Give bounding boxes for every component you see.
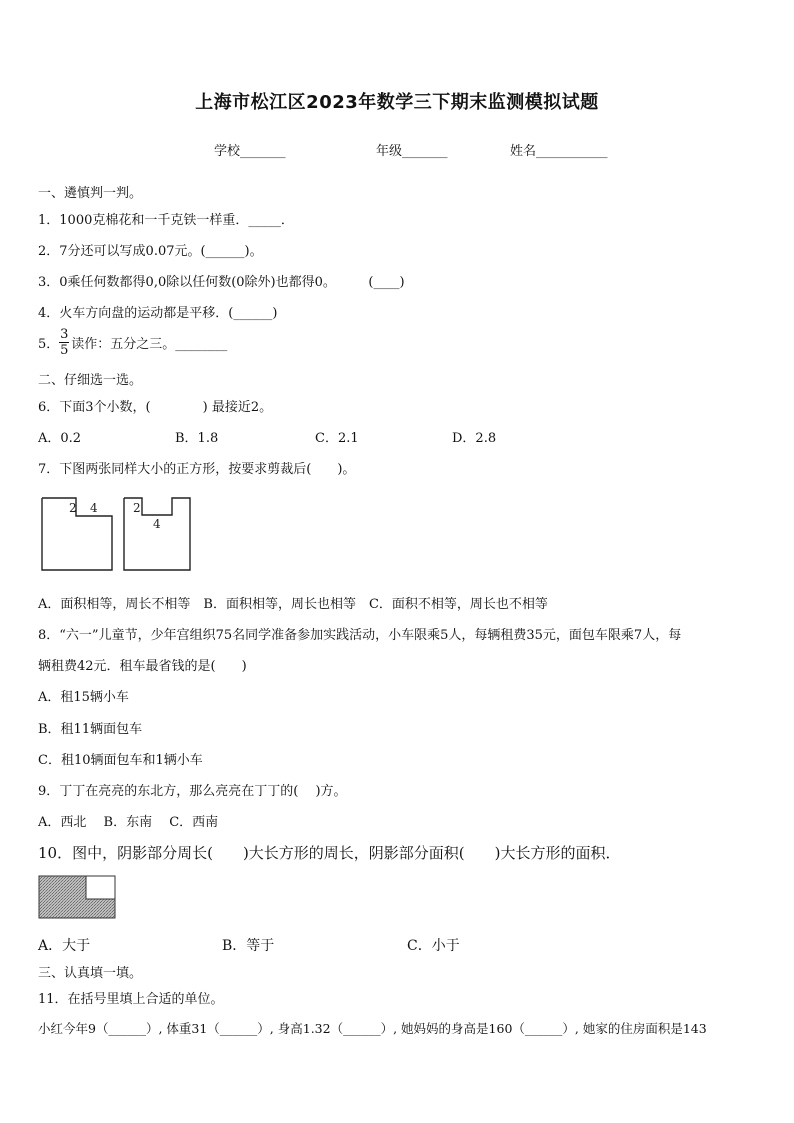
- fraction-numerator: 3: [60, 327, 69, 342]
- question-3: 3．0乘任何数都得0,0除以任何数(0除外)也都得0。 (____): [38, 275, 405, 290]
- question-6: 6．下面3个小数，( ) 最接近2。: [38, 400, 273, 415]
- question-4: 4．火车方向盘的运动都是平移．(______): [38, 306, 278, 321]
- q7-figure-1-label-2: 2: [69, 501, 77, 515]
- grade-field: 年级_______: [376, 144, 448, 159]
- question-7: 7．下图两张同样大小的正方形，按要求剪裁后( )。: [38, 462, 356, 477]
- question-5-suffix: 读作：五分之三。________: [71, 337, 228, 352]
- q10-figure: [38, 874, 118, 920]
- question-11-blanks: 小红今年9（______）, 体重31（______）, 身高1.32（______）, 她妈妈的身高是160（______）, 她家的住房面积是143: [38, 1021, 707, 1036]
- question-8-line-2: 辆租费42元．租车最省钱的是( ): [38, 659, 247, 674]
- q7-figure-2: [120, 492, 198, 574]
- q7-figure-2-label-2: 2: [133, 501, 141, 515]
- q7-figure-1-label-4: 4: [90, 501, 98, 515]
- question-8-line-1: 8．“六一”儿童节，少年宫组织75名同学准备参加实践活动，小车限乘5人，每辆租费35元，面包车限乘7人，每: [38, 628, 682, 643]
- q10-option-c: C．小于: [407, 938, 460, 954]
- question-9: 9．丁丁在亮亮的东北方，那么亮亮在丁丁的( )方。: [38, 784, 347, 799]
- q10-blank-square: [86, 876, 115, 899]
- q6-option-a: A．0.2: [38, 431, 82, 446]
- question-5-prefix: 5．: [38, 337, 60, 352]
- section-2-heading: 二、仔细选一选。: [38, 373, 143, 388]
- question-11: 11．在括号里填上合适的单位。: [38, 992, 224, 1007]
- question-5: [38, 328, 227, 357]
- q7-options: A．面积相等，周长不相等 B．面积相等，周长也相等 C．面积不相等，周长也不相等: [38, 597, 548, 612]
- q7-figure-2-label-4: 4: [153, 517, 161, 531]
- q8-option-c: C．租10辆面包车和1辆小车: [38, 753, 203, 768]
- q9-options: A．西北 B．东南 C．西南: [38, 815, 219, 830]
- q10-option-a: A．大于: [38, 938, 91, 954]
- page-title: 上海市松江区2023年数学三下期末监测模拟试题: [195, 92, 599, 113]
- q10-option-b: B．等于: [222, 938, 275, 954]
- q8-option-b: B．租11辆面包车: [38, 722, 143, 737]
- question-10: 10．图中，阴影部分周长( )大长方形的周长，阴影部分面积( )大长方形的面积．: [38, 844, 621, 862]
- q8-option-a: A．租15辆小车: [38, 690, 129, 705]
- section-1-heading: 一、遴慎判一判。: [38, 186, 143, 201]
- school-field: 学校_______: [214, 144, 286, 159]
- q7-figure-1-outline: [42, 498, 112, 570]
- q6-option-b: B．1.8: [175, 431, 219, 446]
- name-field: 姓名___________: [510, 144, 608, 159]
- q6-option-c: C．2.1: [315, 431, 359, 446]
- fraction: [59, 328, 69, 357]
- fraction-denominator: 5: [60, 343, 69, 358]
- q6-option-d: D．2.8: [452, 431, 497, 446]
- question-2: 2．7分还可以写成0.07元。(______)。: [38, 244, 263, 259]
- q7-figure-1: [38, 492, 116, 574]
- question-1: 1．1000克棉花和一千克铁一样重．_____．: [38, 213, 294, 228]
- section-3-heading: 三、认真填一填。: [38, 966, 143, 981]
